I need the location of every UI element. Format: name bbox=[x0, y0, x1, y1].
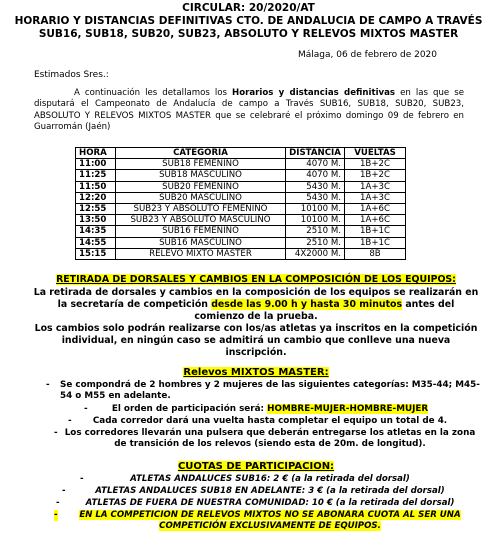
row-distancia: 4070 M. bbox=[286, 159, 345, 170]
schedule-table bbox=[75, 147, 406, 260]
dorsales-paragraph-2: Los cambios solo podrán realizarse con los/as atletas ya inscritos en la competición individual, en ningún caso se admitirá un cambio que conlleve una nueva inscripción. bbox=[34, 323, 478, 358]
row-hora: 13:50 bbox=[76, 215, 116, 226]
bullet-dash: - bbox=[80, 474, 84, 484]
row-vueltas: 1B+1C bbox=[345, 237, 406, 248]
row-distancia: 10100 M. bbox=[286, 204, 345, 215]
document-date: Málaga, 06 de febrero de 2020 bbox=[297, 50, 437, 60]
bullet-dash: - bbox=[56, 498, 60, 508]
dorsales-p1-text-a: La retirada de dorsales y cambios en la composición de los equipos se realizarán en la secretaría de competición bbox=[33, 287, 479, 310]
table-row bbox=[76, 204, 406, 215]
row-hora: 12:20 bbox=[76, 192, 116, 203]
row-distancia: 2510 M. bbox=[286, 237, 345, 248]
relevos-title bbox=[33, 367, 479, 379]
header-categoria: CATEGORIA bbox=[116, 148, 286, 159]
schedule-header-row bbox=[76, 148, 406, 159]
row-hora: 14:55 bbox=[76, 237, 116, 248]
table-row bbox=[76, 226, 406, 237]
bullet-dash: - bbox=[84, 404, 88, 414]
row-distancia: 4070 M. bbox=[286, 170, 345, 181]
table-row bbox=[76, 237, 406, 248]
row-vueltas: 1A+3C bbox=[345, 192, 406, 203]
fee-line-1 bbox=[60, 474, 480, 485]
row-vueltas: 8B bbox=[345, 248, 406, 259]
document-subtitle: SUB16, SUB18, SUB20, SUB23, ABSOLUTO Y RELEVOS MIXTOS MASTER bbox=[38, 28, 459, 40]
fee-line-1-text: ATLETAS ANDALUCES SUB16: 2 € (a la retirada del dorsal) bbox=[130, 474, 410, 484]
row-hora: 11:25 bbox=[76, 170, 116, 181]
table-row bbox=[76, 159, 406, 170]
intro-text-2: en las que se disputará el Campeonato de Andalucía de campo a Través SUB16, SUB18, SUB20, SUB23, ABSOLUTO Y RELEVOS MIXTOS MASTER que se celebraré el próximo domingo 09 de febrero en Guarromán (Jaén) bbox=[34, 88, 464, 132]
row-categoria: SUB20 FEMENINO bbox=[116, 181, 286, 192]
row-categoria: SUB16 FEMENINO bbox=[116, 226, 286, 237]
circular-number: CIRCULAR: 20/2020/AT bbox=[182, 2, 315, 14]
row-hora: 11:50 bbox=[76, 181, 116, 192]
row-hora: 12:55 bbox=[76, 204, 116, 215]
table-row bbox=[76, 215, 406, 226]
row-categoria: RELEVO MIXTO MASTER bbox=[116, 248, 286, 259]
header-hora: HORA bbox=[76, 148, 116, 159]
dorsales-title-text: RETIRADA DE DORSALES Y CAMBIOS EN LA COMPOSICIÓN DE LOS EQUIPOS: bbox=[56, 274, 456, 285]
row-vueltas: 1A+6C bbox=[345, 215, 406, 226]
intro-paragraph bbox=[34, 88, 464, 133]
relevos-title-text: Relevos MIXTOS MASTER: bbox=[183, 367, 329, 378]
row-distancia: 5430 M. bbox=[286, 181, 345, 192]
header-vueltas: VUELTAS bbox=[345, 148, 406, 159]
row-categoria: SUB23 Y ABSOLUTO MASCULINO bbox=[116, 215, 286, 226]
row-hora: 11:00 bbox=[76, 159, 116, 170]
table-row bbox=[76, 248, 406, 259]
dorsales-title bbox=[33, 274, 479, 286]
bullet-dash: - bbox=[46, 380, 50, 390]
intro-text-1: A continuación les detallamos los bbox=[74, 88, 233, 98]
relevos-bullet-2 bbox=[60, 404, 480, 415]
row-distancia: 4X2000 M. bbox=[286, 248, 345, 259]
table-row bbox=[76, 170, 406, 181]
row-categoria: SUB18 MASCULINO bbox=[116, 170, 286, 181]
row-vueltas: 1B+2C bbox=[345, 170, 406, 181]
fee-line-4-text: EN LA COMPETICION DE RELEVOS MIXTOS NO SE ABONARA CUOTA AL SER UNA COMPETICIÓN EXCLUSIVAMENTE DE EQUIPOS. bbox=[79, 510, 461, 531]
greeting: Estimados Sres.: bbox=[34, 70, 109, 80]
row-categoria: SUB16 MASCULINO bbox=[116, 237, 286, 248]
fee-line-4 bbox=[54, 510, 480, 532]
row-distancia: 2510 M. bbox=[286, 226, 345, 237]
relevos-order-highlight: HOMBRE-MUJER-HOMBRE-MUJER bbox=[267, 404, 429, 414]
relevos-bullet-4 bbox=[54, 428, 480, 450]
relevos-bullet-3 bbox=[60, 416, 480, 427]
row-vueltas: 1B+2C bbox=[345, 159, 406, 170]
dorsales-paragraph-1 bbox=[33, 287, 479, 322]
bullet-dash: - bbox=[62, 486, 66, 496]
bullet-dash: - bbox=[54, 510, 58, 520]
cuotas-title-text: CUOTAS DE PARTICIPACION: bbox=[177, 461, 335, 472]
row-categoria: SUB23 Y ABSOLUTO FEMENINO bbox=[116, 204, 286, 215]
fee-line-2-text: ATLETAS ANDALUCES SUB18 EN ADELANTE: 3 € (a la retirada del dorsal) bbox=[95, 486, 445, 496]
row-hora: 14:35 bbox=[76, 226, 116, 237]
dorsales-p1-text-b: antes del comienzo de la prueba. bbox=[194, 298, 455, 322]
relevos-bullet-4-text: Los corredores llevarán una pulsera que deberán entregarse los atletas en la zona de transición de los relevos (siendo esta de 20m. de longitud). bbox=[64, 428, 476, 450]
fee-line-3 bbox=[56, 498, 480, 509]
table-row bbox=[76, 192, 406, 203]
row-vueltas: 1B+1C bbox=[345, 226, 406, 237]
row-vueltas: 1A+3C bbox=[345, 181, 406, 192]
bullet-dash: - bbox=[54, 428, 58, 438]
row-categoria: SUB20 MASCULINO bbox=[116, 192, 286, 203]
document-title: HORARIO Y DISTANCIAS DEFINITIVAS CTO. DE ANDALUCIA DE CAMPO A TRAVÉS bbox=[14, 15, 483, 27]
relevos-bullet-1-text: Se compondrá de 2 hombres y 2 mujeres de las siguientes categorías: M35-44; M45-54 o M55 en adelante. bbox=[60, 380, 480, 402]
dorsales-p1-highlight: desde las 9.00 h y hasta 30 minutos bbox=[211, 298, 403, 310]
fee-line-3-text: ATLETAS DE FUERA DE NUESTRA COMUNIDAD: 10 € (a la retirada del dorsal) bbox=[85, 498, 455, 508]
row-distancia: 10100 M. bbox=[286, 215, 345, 226]
relevos-bullet-3-text: Cada corredor dará una vuelta hasta completar el equipo un total de 4. bbox=[92, 416, 448, 426]
bullet-dash: - bbox=[68, 416, 72, 426]
row-hora: 15:15 bbox=[76, 248, 116, 259]
cuotas-title bbox=[33, 461, 479, 473]
header-distancia: DISTANCIA bbox=[286, 148, 345, 159]
row-categoria: SUB18 FEMENINO bbox=[116, 159, 286, 170]
table-row bbox=[76, 181, 406, 192]
relevos-bullet-1 bbox=[46, 380, 480, 402]
row-vueltas: 1A+6C bbox=[345, 204, 406, 215]
row-distancia: 5430 M. bbox=[286, 192, 345, 203]
relevos-bullet-2-text: El orden de participación será: bbox=[111, 404, 268, 414]
intro-bold: Horarios y distancias definitivas bbox=[232, 88, 396, 98]
fee-line-2 bbox=[60, 486, 480, 497]
